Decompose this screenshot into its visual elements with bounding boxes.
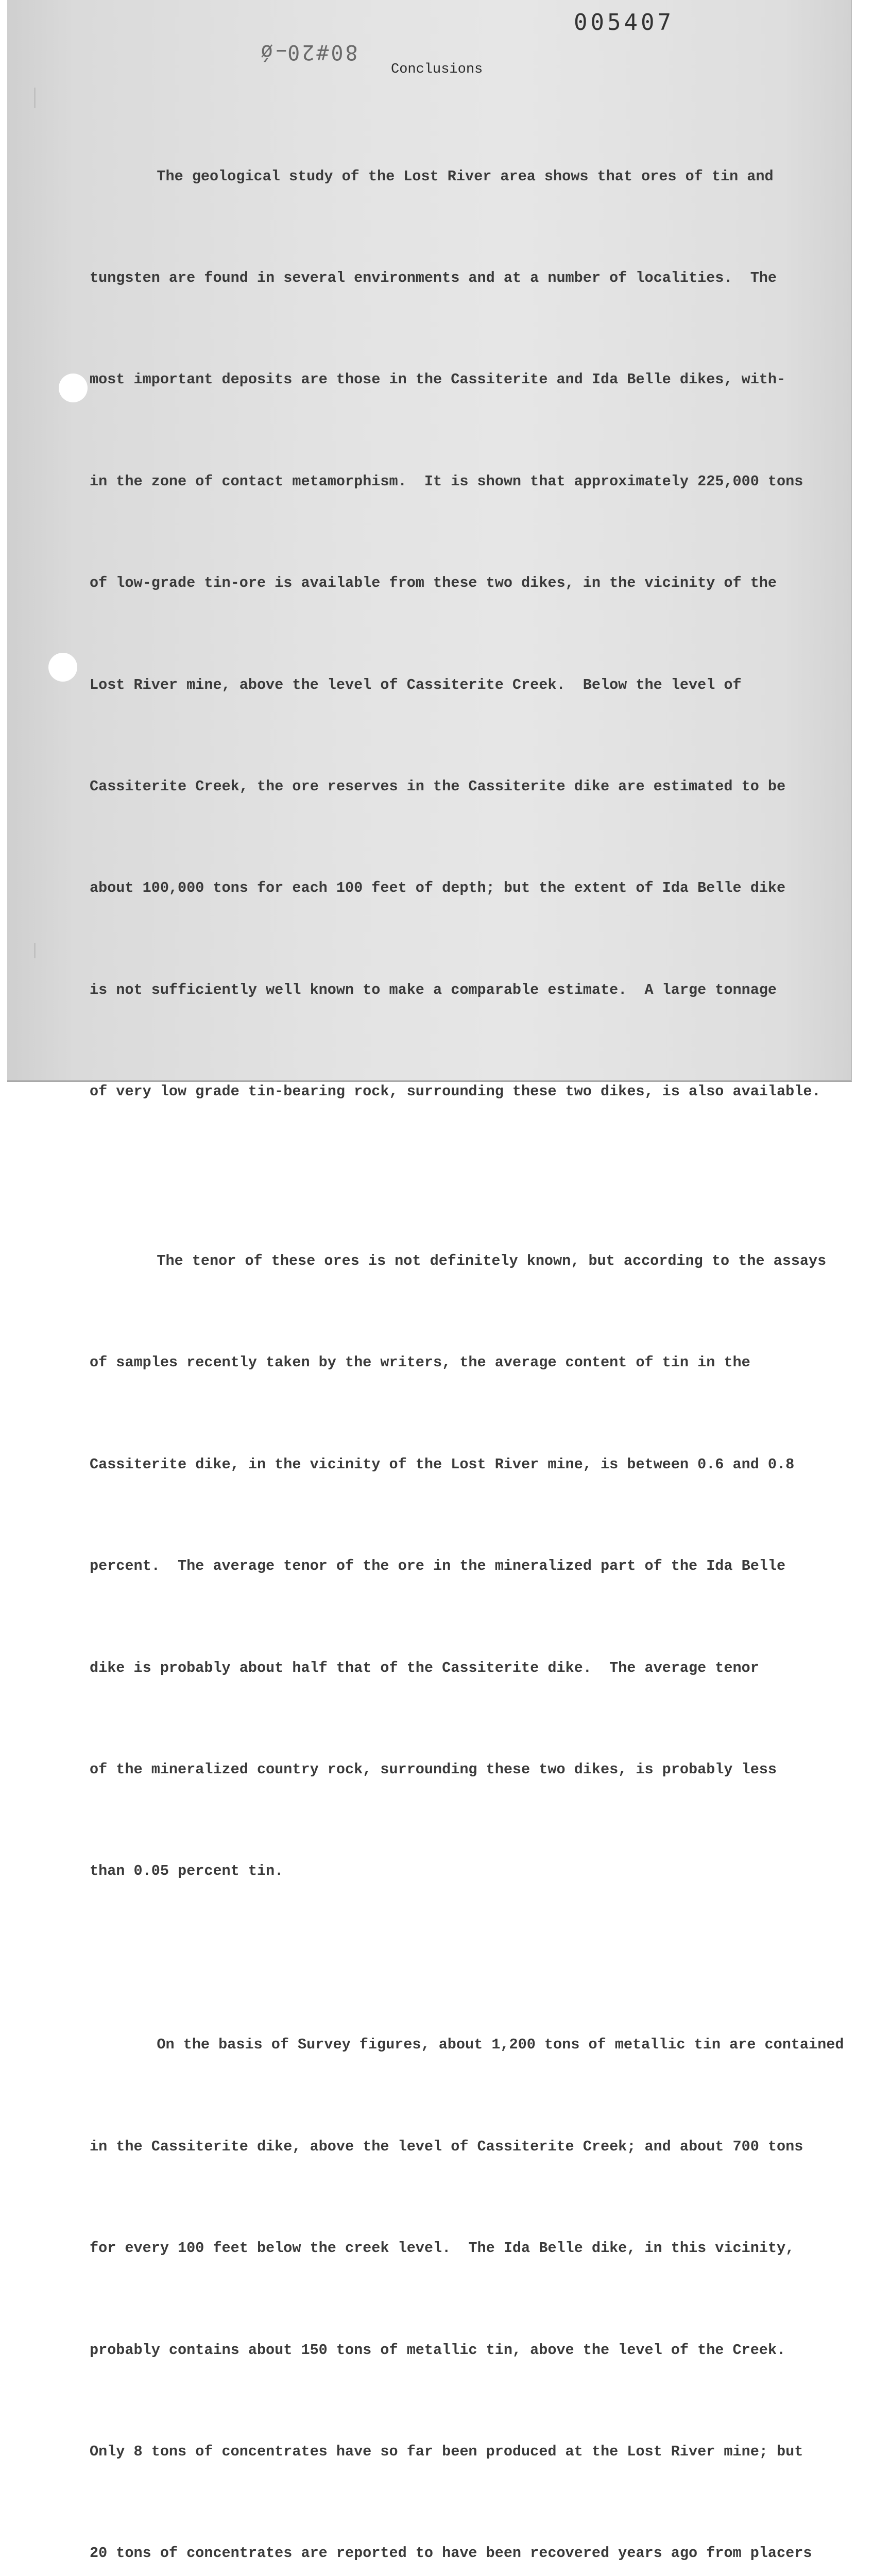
- text-line: Only 8 tons of concentrates have so far been produced at the Lost River mine; but: [90, 2443, 803, 2460]
- text-line: in the Cassiterite dike, above the level of Cassiterite Creek; and about 700 tons: [90, 2138, 803, 2155]
- text-line: in the zone of contact metamorphism. It is shown that approximately 225,000 tons: [90, 472, 803, 490]
- punch-hole: [59, 374, 88, 402]
- text-line: of low-grade tin-ore is available from these two dikes, in the vicinity of the: [90, 574, 777, 592]
- page-heading: Conclusions: [391, 62, 483, 77]
- punch-hole: [48, 653, 77, 682]
- text-line: Lost River mine, above the level of Cassiterite Creek. Below the level of: [90, 676, 742, 693]
- paragraph-2: [90, 1177, 843, 1956]
- text-line: of samples recently taken by the writers, the average content of tin in the: [90, 1354, 750, 1371]
- text-line: than 0.05 percent tin.: [90, 1862, 284, 1880]
- typewritten-page: [7, 0, 852, 2562]
- text-line: Cassiterite dike, in the vicinity of the Lost River mine, is between 0.6 and 0.8: [90, 1455, 795, 1473]
- text-line: of the mineralized country rock, surrounding these two dikes, is probably less: [90, 1761, 777, 1778]
- paragraph-1: [90, 92, 843, 1177]
- text-line: of very low grade tin-bearing rock, surrounding these two dikes, is also available.: [90, 1083, 821, 1100]
- text-line: Cassiterite Creek, the ore reserves in the Cassiterite dike are estimated to be: [90, 777, 786, 795]
- document-number: 005407: [574, 9, 674, 36]
- text-line: tungsten are found in several environments and at a number of localities. The: [90, 269, 777, 286]
- text-line: for every 100 feet below the creek level. The Ida Belle dike, in this vicinity,: [90, 2240, 795, 2257]
- document-body: [90, 92, 844, 2576]
- text-line: The tenor of these ores is not definitely known, but according to the assays: [122, 1252, 827, 1270]
- text-line: percent. The average tenor of the ore in the mineralized part of the Ida Belle: [90, 1557, 786, 1575]
- mirrored-stamp-number: 80#20̵ǿ: [259, 40, 358, 64]
- text-line: probably contains about 150 tons of metallic tin, above the level of the Creek.: [90, 2341, 786, 2359]
- text-line: about 100,000 tons for each 100 feet of depth; but the extent of Ida Belle dike: [90, 879, 786, 897]
- page-edge-mark: [34, 943, 36, 958]
- page-edge-mark: [34, 88, 36, 108]
- paragraph-3: [90, 1960, 844, 2576]
- text-line: 20 tons of concentrates are reported to have been recovered years ago from placers: [90, 2545, 812, 2562]
- text-line: most important deposits are those in the Cassiterite and Ida Belle dikes, with-: [90, 371, 786, 388]
- text-line: is not sufficiently well known to make a comparable estimate. A large tonnage: [90, 981, 777, 998]
- text-line: The geological study of the Lost River area shows that ores of tin and: [122, 167, 774, 185]
- text-line: On the basis of Survey figures, about 1,200 tons of metallic tin are contained: [122, 2036, 844, 2054]
- text-line: dike is probably about half that of the Cassiterite dike. The average tenor: [90, 1659, 759, 1676]
